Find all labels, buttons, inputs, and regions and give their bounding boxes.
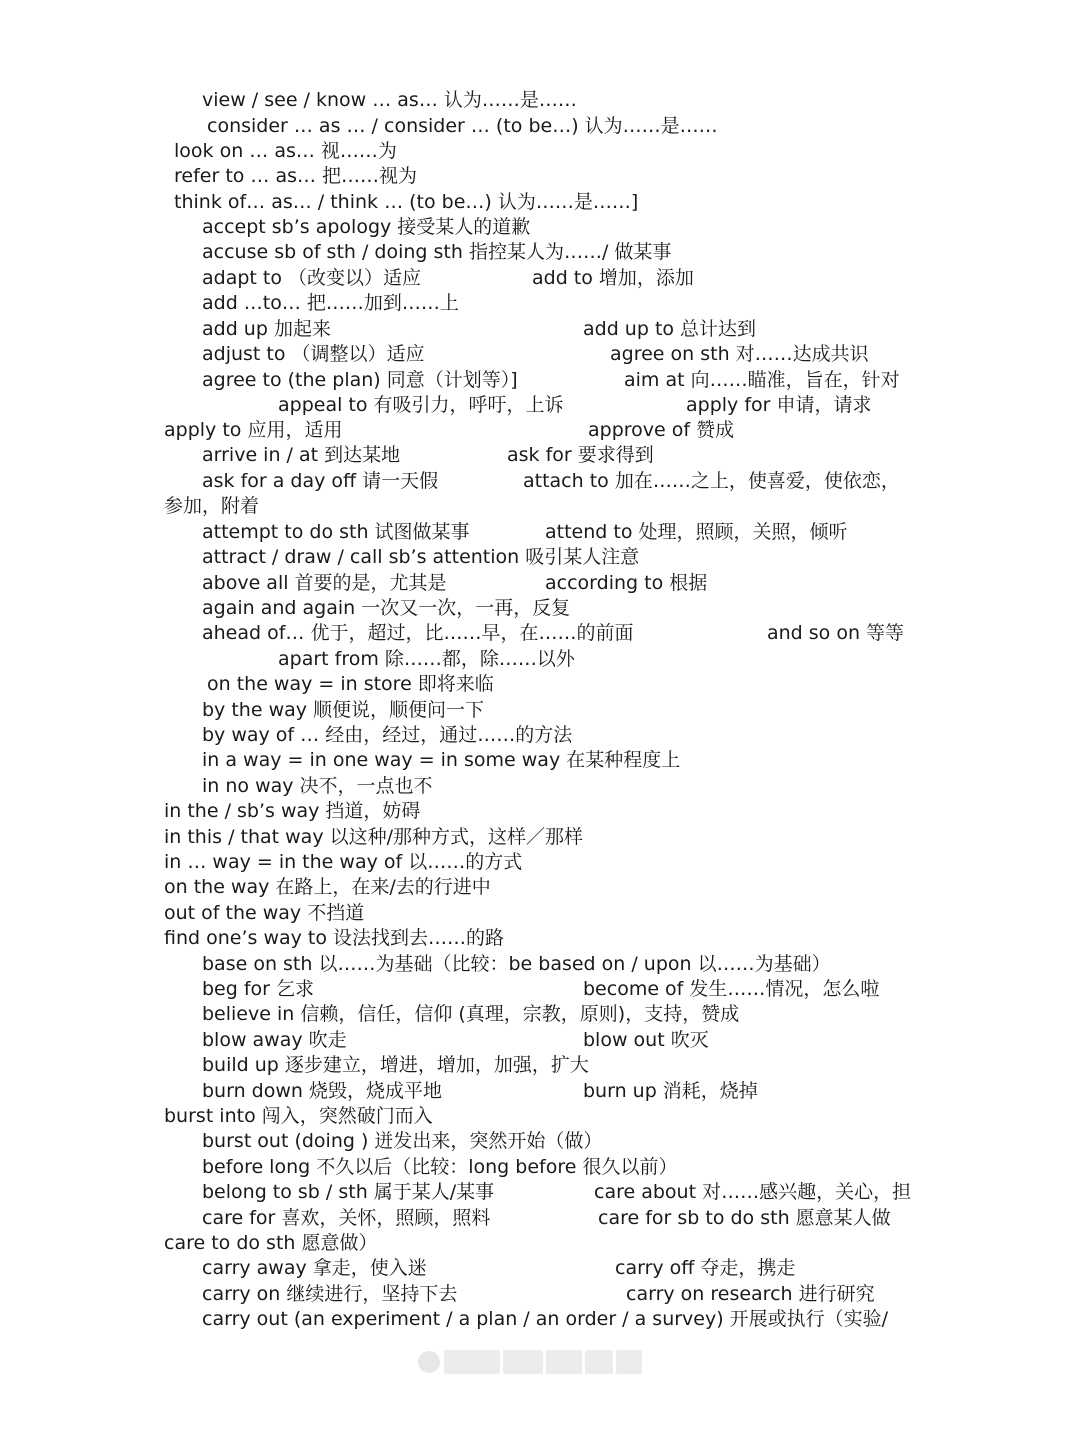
watermark-bar	[444, 1350, 500, 1374]
text-segment: view / see / know … as… 认为……是……	[202, 89, 577, 111]
text-segment: attend to 处理，照顾，关照，倾听	[545, 521, 848, 543]
text-segment: burst into 闯入，突然破门而入	[164, 1105, 433, 1127]
text-segment: aim at 向……瞄准，旨在，针对	[624, 369, 900, 391]
text-segment: ask for 要求得到	[507, 444, 654, 466]
text-segment: attach to 加在……之上，使喜爱，使依恋，	[523, 470, 900, 492]
text-segment: adjust to （调整以）适应	[202, 343, 425, 365]
text-segment: care for 喜欢，关怀，照顾，照料	[202, 1207, 491, 1229]
text-segment: look on … as… 视……为	[174, 140, 397, 162]
text-segment: adapt to （改变以）适应	[202, 267, 422, 289]
text-segment: accuse sb of sth / doing sth 指控某人为……/ 做某事	[202, 241, 672, 263]
text-segment: 参加，附着	[164, 495, 260, 517]
text-segment: believe in 信赖，信任，信仰 (真理，宗教，原则)，支持，赞成	[202, 1003, 740, 1025]
text-segment: and so on 等等	[767, 622, 905, 644]
watermark-bar	[616, 1350, 642, 1374]
text-segment: belong to sb / sth 属于某人/某事	[202, 1181, 495, 1203]
text-segment: in … way = in the way of 以……的方式	[164, 851, 523, 873]
text-segment: add to 增加，添加	[532, 267, 694, 289]
text-segment: burn up 消耗，烧掉	[583, 1080, 758, 1102]
watermark-logo	[418, 1348, 663, 1376]
text-segment: agree on sth 对……达成共识	[610, 343, 869, 365]
text-segment: according to 根据	[545, 572, 708, 594]
text-segment: attempt to do sth 试图做某事	[202, 521, 470, 543]
text-segment: find one’s way to 设法找到去……的路	[164, 927, 505, 949]
text-segment: blow away 吹走	[202, 1029, 347, 1051]
text-segment: before long 不久以后（比较：long before 很久以前）	[202, 1156, 678, 1178]
text-segment: carry on research 进行研究	[626, 1283, 875, 1305]
text-segment: attract / draw / call sb’s attention 吸引某人注意	[202, 546, 640, 568]
text-segment: build up 逐步建立，增进，增加，加强，扩大	[202, 1054, 589, 1076]
watermark-dot	[418, 1351, 440, 1373]
text-segment: consider … as … / consider … (to be…) 认为……是……	[207, 115, 718, 137]
watermark-bar	[585, 1350, 613, 1374]
text-segment: beg for 乞求	[202, 978, 315, 1000]
text-segment: burn down 烧毁，烧成平地	[202, 1080, 442, 1102]
text-segment: in no way 决不，一点也不	[202, 775, 433, 797]
text-segment: agree to (the plan) 同意（计划等）]	[202, 369, 518, 391]
text-segment: blow out 吹灭	[583, 1029, 709, 1051]
text-segment: ahead of… 优于，超过，比……早，在……的前面	[202, 622, 634, 644]
text-segment: again and again 一次又一次，一再，反复	[202, 597, 571, 619]
text-segment: approve of 赞成	[588, 419, 735, 441]
text-segment: by way of … 经由，经过，通过……的方法	[202, 724, 573, 746]
text-segment: care for sb to do sth 愿意某人做	[598, 1207, 891, 1229]
text-segment: add …to… 把……加到……上	[202, 292, 459, 314]
text-segment: ask for a day off 请一天假	[202, 470, 439, 492]
text-segment: above all 首要的是，尤其是	[202, 572, 447, 594]
watermark-bar	[546, 1350, 582, 1374]
text-segment: out of the way 不挡道	[164, 902, 365, 924]
text-segment: become of 发生……情况，怎么啦	[583, 978, 880, 1000]
text-segment: arrive in / at 到达某地	[202, 444, 401, 466]
text-segment: refer to … as… 把……视为	[174, 165, 418, 187]
text-segment: apply to 应用，适用	[164, 419, 343, 441]
text-segment: care to do sth 愿意做）	[164, 1232, 378, 1254]
text-segment: carry away 拿走，使入迷	[202, 1257, 427, 1279]
watermark-bar	[503, 1350, 543, 1374]
text-segment: accept sb’s apology 接受某人的道歉	[202, 216, 531, 238]
text-segment: burst out (doing ) 迸发出来，突然开始（做）	[202, 1130, 603, 1152]
text-segment: add up to 总计达到	[583, 318, 757, 340]
text-segment: apply for 申请，请求	[686, 394, 872, 416]
text-segment: on the way = in store 即将来临	[207, 673, 494, 695]
text-segment: appeal to 有吸引力，呼吁，上诉	[278, 394, 564, 416]
text-segment: add up 加起来	[202, 318, 331, 340]
text-segment: carry out (an experiment / a plan / an order / a survey) 开展或执行（实验/	[202, 1308, 889, 1330]
text-segment: carry off 夺走，携走	[615, 1257, 796, 1279]
text-segment: in the / sb’s way 挡道，妨碍	[164, 800, 421, 822]
text-segment: on the way 在路上，在来/去的行进中	[164, 876, 491, 898]
text-segment: by the way 顺便说，顺便问一下	[202, 699, 485, 721]
text-segment: care about 对……感兴趣，关心，担	[594, 1181, 912, 1203]
text-segment: apart from 除……都，除……以外	[278, 648, 575, 670]
text-segment: carry on 继续进行，坚持下去	[202, 1283, 458, 1305]
text-segment: base on sth 以……为基础（比较：be based on / upon 以……为基础）	[202, 953, 831, 975]
text-segment: in this / that way 以这种/那种方式，这样／那样	[164, 826, 584, 848]
text-segment: think of… as… / think … (to be…) 认为……是……]	[174, 191, 639, 213]
text-segment: in a way = in one way = in some way 在某种程度上	[202, 749, 681, 771]
